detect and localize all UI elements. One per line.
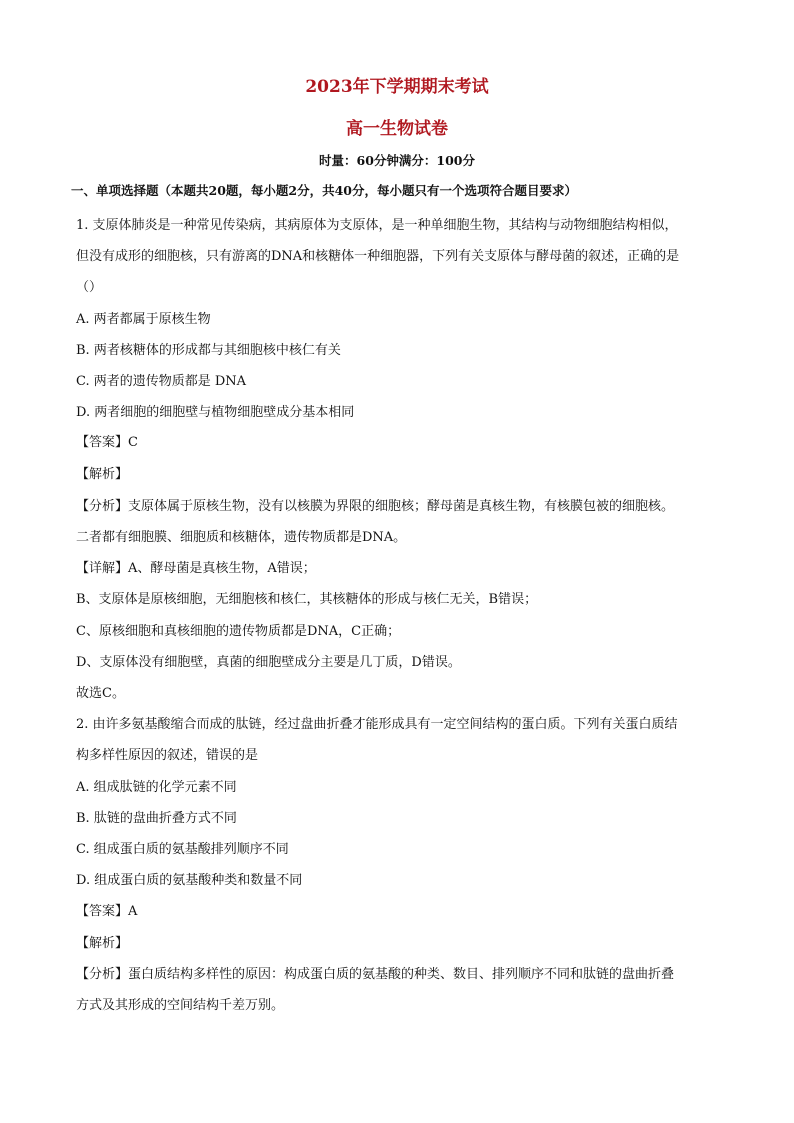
q1-stem-line-1: 1. 支原体肺炎是一种常见传染病，其病原体为支原体，是一种单细胞生物，其结构与动物细胞结构相似，: [76, 218, 678, 233]
q1-option-d: D. 两者细胞的细胞壁与植物细胞壁成分基本相同: [76, 405, 355, 420]
exam-subtitle: 高一生物试卷: [346, 119, 448, 139]
q2-stem-line-1: 2. 由许多氨基酸缩合而成的肽链，经过盘曲折叠才能形成具有一定空间结构的蛋白质。下列有关蛋白质结: [76, 717, 678, 732]
section-heading: 一、单项选择题（本题共20题，每小题2分，共40分，每小题只有一个选项符合题目要求）: [71, 183, 577, 198]
q2-analysis-line-1: 【分析】蛋白质结构多样性的原因：构成蛋白质的氨基酸的种类、数目、排列顺序不同和肽链的盘曲折叠: [76, 967, 675, 982]
q1-option-c: C. 两者的遗传物质都是 DNA: [76, 374, 247, 389]
q1-analysis-line-1: 【分析】支原体属于原核生物，没有以核膜为界限的细胞核；酵母菌是真核生物，有核膜包被的细胞核。: [76, 499, 675, 514]
q2-analysis-label: 【解析】: [76, 936, 129, 951]
q2-stem-line-2: 构多样性原因的叙述，错误的是: [76, 748, 259, 763]
q2-analysis-line-2: 方式及其形成的空间结构千差万别。: [76, 998, 285, 1013]
q1-detail-line-1: 【详解】A、酵母菌是真核生物，A错误；: [76, 561, 316, 576]
exam-title: 2023年下学期期末考试: [305, 77, 489, 97]
q1-detail-line-3: C、原核细胞和真核细胞的遗传物质都是DNA，C正确；: [76, 624, 401, 639]
q2-answer: 【答案】A: [76, 904, 138, 919]
q1-answer: 【答案】C: [76, 435, 138, 450]
q1-detail-line-2: B、支原体是原核细胞，无细胞核和核仁，其核糖体的形成与核仁无关，B错误；: [76, 592, 538, 607]
q1-stem-line-3: （）: [76, 280, 103, 295]
q2-option-b: B. 肽链的盘曲折叠方式不同: [76, 811, 237, 826]
q1-analysis-label: 【解析】: [76, 467, 129, 482]
q1-analysis-line-2: 二者都有细胞膜、细胞质和核糖体，遗传物质都是DNA。: [76, 530, 407, 545]
q1-detail-line-4: D、支原体没有细胞壁，真菌的细胞壁成分主要是几丁质，D错误。: [76, 655, 461, 670]
q2-option-d: D. 组成蛋白质的氨基酸种类和数量不同: [76, 873, 303, 888]
q2-option-a: A. 组成肽链的化学元素不同: [76, 780, 237, 795]
exam-meta: 时量：60分钟满分：100分: [319, 153, 475, 168]
q1-conclusion: 故选C。: [76, 686, 125, 701]
q1-option-a: A. 两者都属于原核生物: [76, 312, 211, 327]
q2-option-c: C. 组成蛋白质的氨基酸排列顺序不同: [76, 842, 289, 857]
q1-stem-line-2: 但没有成形的细胞核，只有游离的DNA和核糖体一种细胞器，下列有关支原体与酵母菌的叙述，正确的是: [76, 249, 680, 264]
q1-option-b: B. 两者核糖体的形成都与其细胞核中核仁有关: [76, 343, 341, 358]
